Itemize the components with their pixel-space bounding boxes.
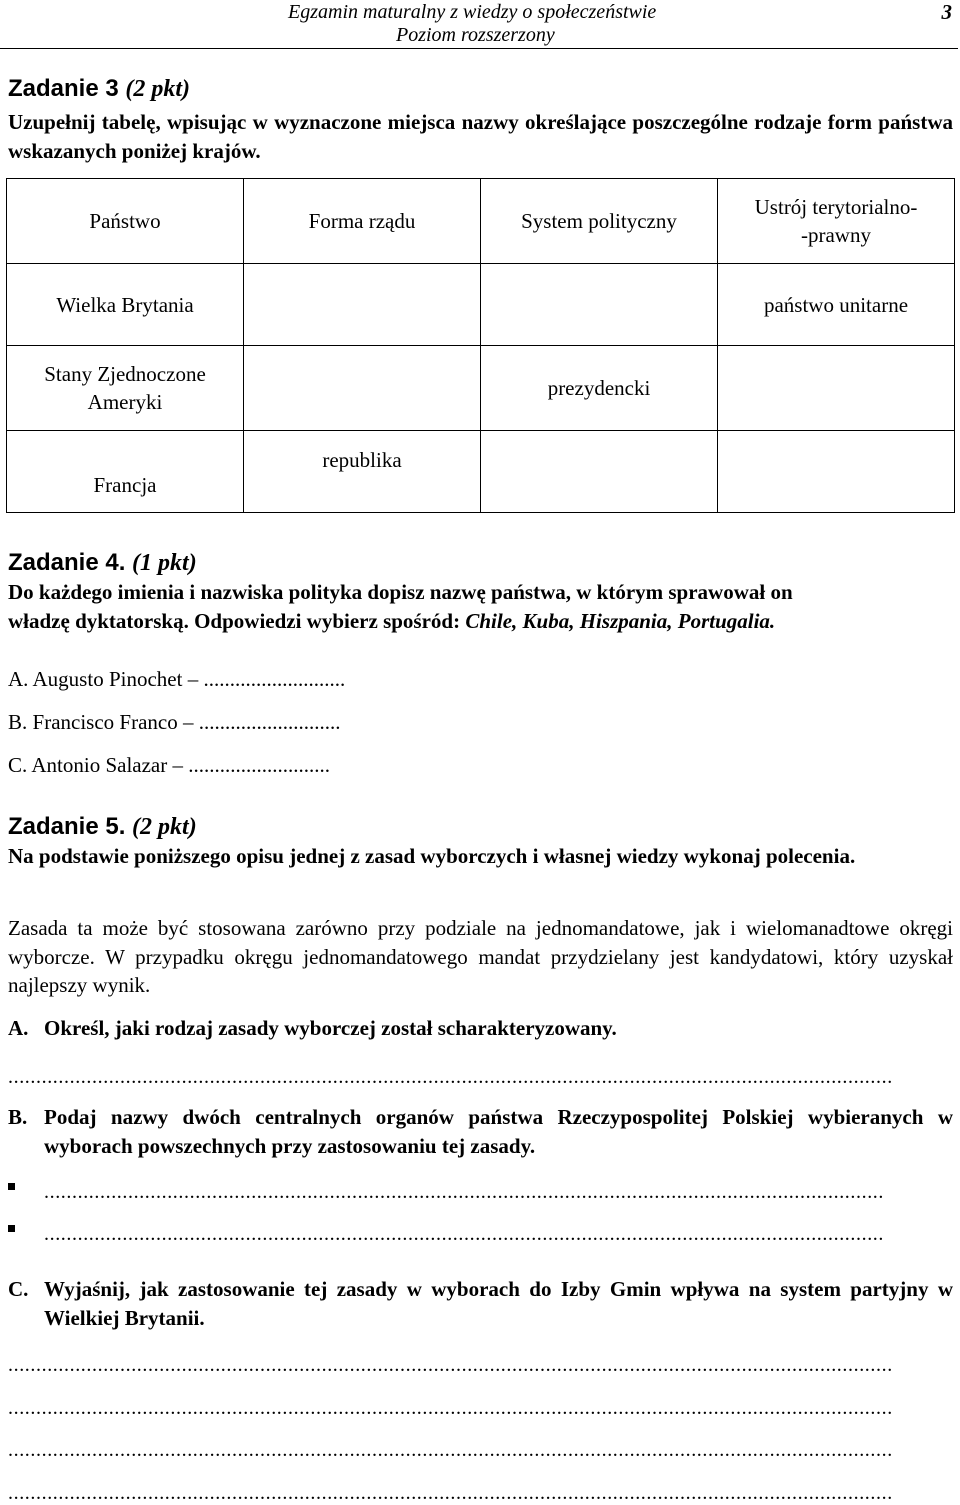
task5-qc-answer-line-2[interactable]: .............................................................................................................................................................. bbox=[8, 1397, 893, 1419]
task5-qb-answer-line-1[interactable]: ...................................................................................................................................................... bbox=[44, 1181, 884, 1203]
task4-heading bbox=[8, 549, 197, 577]
task5-qc-answer-line-1[interactable]: .............................................................................................................................................................. bbox=[8, 1354, 893, 1376]
task4-item-b bbox=[8, 708, 340, 736]
item-c-dash: – bbox=[172, 753, 183, 777]
task4-points: (1 pkt) bbox=[132, 550, 197, 576]
task4-instruction-line2-text: władzę dyktatorską. Odpowiedzi wybierz spośród: bbox=[8, 608, 466, 633]
task3-title: Zadanie 3 bbox=[8, 75, 119, 102]
cell-uk-government-blank[interactable] bbox=[244, 264, 481, 346]
task5-instruction: Na podstawie poniższego opisu jednej z zasad wyborczych i własnej wiedzy wykonaj polecenia. bbox=[8, 844, 856, 868]
col-header-state: Państwo bbox=[7, 179, 244, 264]
cell-france-government: republika bbox=[244, 431, 481, 513]
col-header-form-of-government: Forma rządu bbox=[244, 179, 481, 264]
task4-options: Chile, Kuba, Hiszpania, Portugalia. bbox=[465, 608, 776, 633]
cell-usa-state bbox=[7, 346, 244, 431]
task5-description: Zasada ta może być stosowana zarówno przy podziale na jednomandatowe, jak i wielomanadtowe okręgi wyborcze. W przypadku okręgu jednomandatowego mandat przydzielany jest kandydatowi, który uzyskał najlepszy wynik. bbox=[8, 916, 953, 997]
task5-qb-answer-line-2[interactable]: ...................................................................................................................................................... bbox=[44, 1223, 884, 1245]
forms-of-state-table bbox=[6, 178, 955, 513]
header-rule bbox=[0, 48, 958, 49]
task4-item-a bbox=[8, 665, 345, 693]
task3-points: (2 pkt) bbox=[125, 76, 191, 102]
task4-instruction-line1: Do każdego imienia i nazwiska polityka dopisz nazwę państwa, w którym sprawował on bbox=[8, 580, 793, 604]
cell-france-territorial-blank[interactable] bbox=[718, 431, 955, 513]
cell-usa-government-blank[interactable] bbox=[244, 346, 481, 431]
bullet-icon bbox=[8, 1183, 15, 1190]
task5-qa-text: Określ, jaki rodzaj zasady wyborczej został scharakteryzowany. bbox=[44, 1016, 617, 1040]
task5-points: (2 pkt) bbox=[132, 814, 197, 840]
item-b-name: Francisco Franco bbox=[32, 710, 178, 734]
task5-qc-label: C. bbox=[8, 1277, 29, 1301]
task4-title: Zadanie 4. bbox=[8, 549, 126, 576]
item-b-dash: – bbox=[182, 710, 194, 734]
task5-qa-label: A. bbox=[8, 1016, 29, 1040]
col-header-territorial-line2: -prawny bbox=[801, 223, 871, 247]
col-header-territorial-system bbox=[718, 179, 955, 264]
cell-usa-state-line2: Ameryki bbox=[87, 390, 163, 414]
col-header-territorial-line1: Ustrój terytorialno- bbox=[754, 195, 918, 219]
task5-qc-text: Wyjaśnij, jak zastosowanie tej zasady w wyborach do Izby Gmin wpływa na system partyjny w Wielkiej Brytanii. bbox=[44, 1277, 953, 1330]
task3-heading bbox=[8, 75, 190, 103]
task5-qb-text: Podaj nazwy dwóch centralnych organów państwa Rzeczypospolitej Polskiej wybieranych w wyborach powszechnych przy zastosowaniu tej zasady. bbox=[44, 1105, 953, 1158]
task5-qc-answer-line-3[interactable]: .............................................................................................................................................................. bbox=[8, 1439, 893, 1461]
cell-usa-system: prezydencki bbox=[481, 346, 718, 431]
cell-uk-system-blank[interactable] bbox=[481, 264, 718, 346]
item-c-answer-blank[interactable]: ........................... bbox=[188, 753, 330, 777]
item-b-answer-blank[interactable]: ........................... bbox=[198, 710, 341, 734]
task4-item-c bbox=[8, 751, 330, 779]
task4-instruction bbox=[8, 578, 953, 635]
col-header-political-system: System polityczny bbox=[481, 179, 718, 264]
item-b-label: B. bbox=[8, 710, 28, 734]
bullet-icon bbox=[8, 1225, 15, 1232]
cell-uk-state: Wielka Brytania bbox=[7, 264, 244, 346]
cell-usa-state-line1: Stany Zjednoczone bbox=[44, 362, 206, 386]
task5-qa-answer-line[interactable]: .............................................................................................................................................................. bbox=[8, 1066, 893, 1088]
item-c-name: Antonio Salazar bbox=[31, 753, 168, 777]
header-subtitle: Poziom rozszerzony bbox=[396, 24, 555, 46]
task5-title: Zadanie 5. bbox=[8, 813, 126, 840]
item-a-dash: – bbox=[187, 667, 199, 691]
item-a-name: Augusto Pinochet bbox=[32, 667, 183, 691]
cell-uk-territorial: państwo unitarne bbox=[718, 264, 955, 346]
cell-france-state: Francja bbox=[7, 431, 244, 513]
page-header bbox=[0, 0, 960, 48]
task5-qb-label: B. bbox=[8, 1105, 28, 1129]
cell-usa-territorial-blank[interactable] bbox=[718, 346, 955, 431]
item-c-label: C. bbox=[8, 753, 28, 777]
task3-instruction: Uzupełnij tabelę, wpisując w wyznaczone miejsca nazwy określające poszczególne rodzaje form państwa wskazanych poniżej krajów. bbox=[8, 110, 953, 163]
page-number: 3 bbox=[941, 0, 952, 24]
cell-france-system-blank[interactable] bbox=[481, 431, 718, 513]
item-a-label: A. bbox=[8, 667, 29, 691]
header-title: Egzamin maturalny z wiedzy o społeczeństwie bbox=[288, 1, 657, 23]
task5-heading bbox=[8, 813, 197, 841]
task4-instruction-line2 bbox=[8, 607, 953, 636]
item-a-answer-blank[interactable]: ........................... bbox=[203, 667, 346, 691]
task5-qc-answer-line-4[interactable]: .............................................................................................................................................................. bbox=[8, 1482, 893, 1504]
